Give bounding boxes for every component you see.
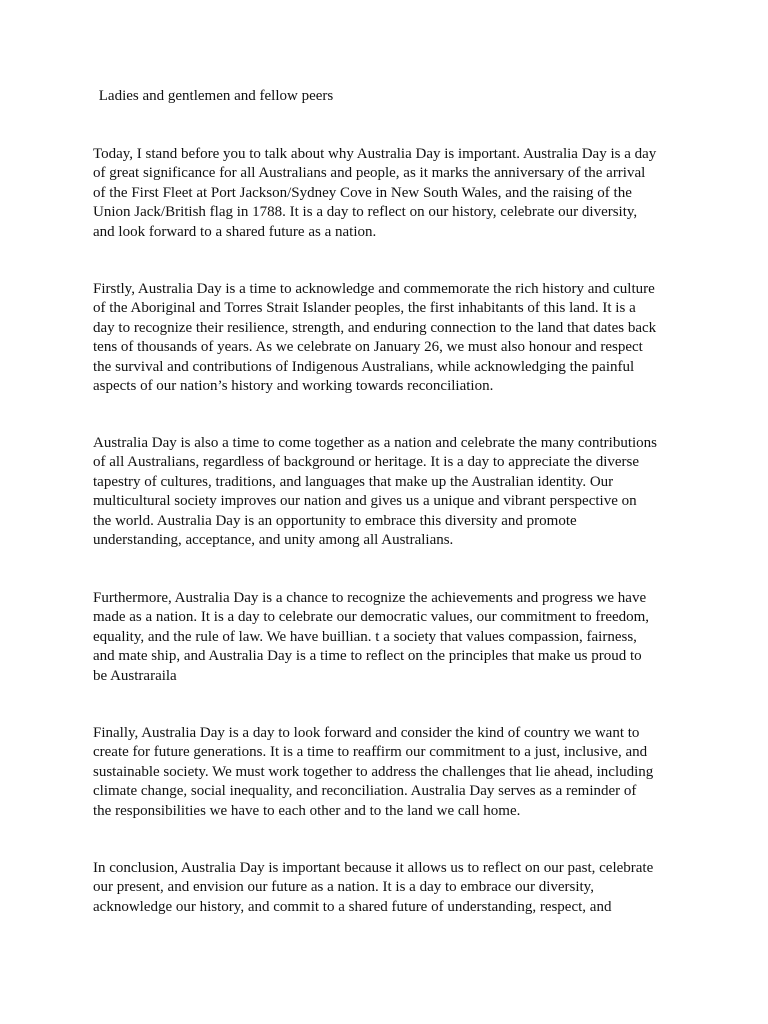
paragraph-line: acknowledge our history, and commit to a shared future of understanding, respect, and [93, 898, 612, 915]
paragraph-line: and mate ship, and Australia Day is a time to reflect on the principles that make us proud to [93, 648, 642, 665]
paragraph-line: our present, and envision our future as a nation. It is a day to embrace our diversity, [93, 879, 594, 896]
paragraph-line: create for future generations. It is a time to reaffirm our commitment to a just, inclusive, and [93, 744, 648, 761]
paragraph-line: of the Aboriginal and Torres Strait Islander peoples, the first inhabitants of this land. It is a [93, 300, 636, 317]
paragraph-line: aspects of our nation’s history and working towards reconciliation. [93, 378, 494, 395]
paragraph-line: the responsibilities we have to each other and to the land we call home. [93, 802, 521, 819]
paragraph-line: Australia Day is also a time to come together as a nation and celebrate the many contributions [93, 435, 657, 451]
paragraph-line: day to recognize their resilience, strength, and enduring connection to the land that dates back [93, 319, 657, 336]
paragraph-line: In conclusion, Australia Day is important because it allows us to reflect on our past, celebrate [93, 860, 654, 876]
paragraph-line: Finally, Australia Day is a day to look forward and consider the kind of country we want to [93, 725, 640, 741]
paragraph-introduction [93, 145, 683, 242]
paragraph-furthermore [93, 589, 683, 686]
paragraph-conclusion [93, 859, 683, 917]
paragraph-line: of great significance for all Australians and people, as it marks the anniversary of the arrival [93, 165, 646, 182]
paragraph-line: equality, and the rule of law. We have buillian. t a society that values compassion, fairness, [93, 628, 637, 645]
paragraph-line: Today, I stand before you to talk about why Australia Day is important. Australia Day is a day [93, 146, 657, 162]
paragraph-line: sustainable society. We must work together to address the challenges that lie ahead, including [93, 763, 654, 780]
salutation: Ladies and gentlemen and fellow peers [95, 88, 334, 104]
paragraph-line: Furthermore, Australia Day is a chance to recognize the achievements and progress we have [93, 590, 647, 606]
paragraph-line: climate change, social inequality, and reconciliation. Australia Day serves as a reminder of [93, 783, 637, 800]
paragraph-line: of all Australians, regardless of background or heritage. It is a day to appreciate the diverse [93, 454, 640, 471]
paragraph-line: Firstly, Australia Day is a time to acknowledge and commemorate the rich history and culture [93, 281, 655, 297]
paragraph-line: the survival and contributions of Indigenous Australians, while acknowledging the painful [93, 358, 635, 375]
paragraph-line: understanding, acceptance, and unity among all Australians. [93, 532, 454, 549]
paragraph-line: Union Jack/British flag in 1788. It is a day to reflect on our history, celebrate our diversity, [93, 204, 638, 221]
paragraph-line: of the First Fleet at Port Jackson/Sydney Cove in New South Wales, and the raising of the [93, 184, 632, 201]
paragraph-line: be Austraraila [93, 667, 177, 684]
paragraph-line: and look forward to a shared future as a nation. [93, 223, 377, 240]
paragraph-line: tens of thousands of years. As we celebrate on January 26, we must also honour and respect [93, 339, 643, 356]
paragraph-line: the world. Australia Day is an opportunity to embrace this diversity and promote [93, 512, 577, 529]
paragraph-finally [93, 724, 683, 821]
paragraph-line: multicultural society improves our nation and gives us a unique and vibrant perspective on [93, 493, 637, 510]
paragraph-firstly [93, 280, 683, 396]
paragraph-diversity [93, 434, 683, 550]
paragraph-line: made as a nation. It is a day to celebrate our democratic values, our commitment to freedom, [93, 609, 650, 626]
paragraph-line: tapestry of cultures, traditions, and languages that make up the Australian identity. Our [93, 473, 614, 490]
